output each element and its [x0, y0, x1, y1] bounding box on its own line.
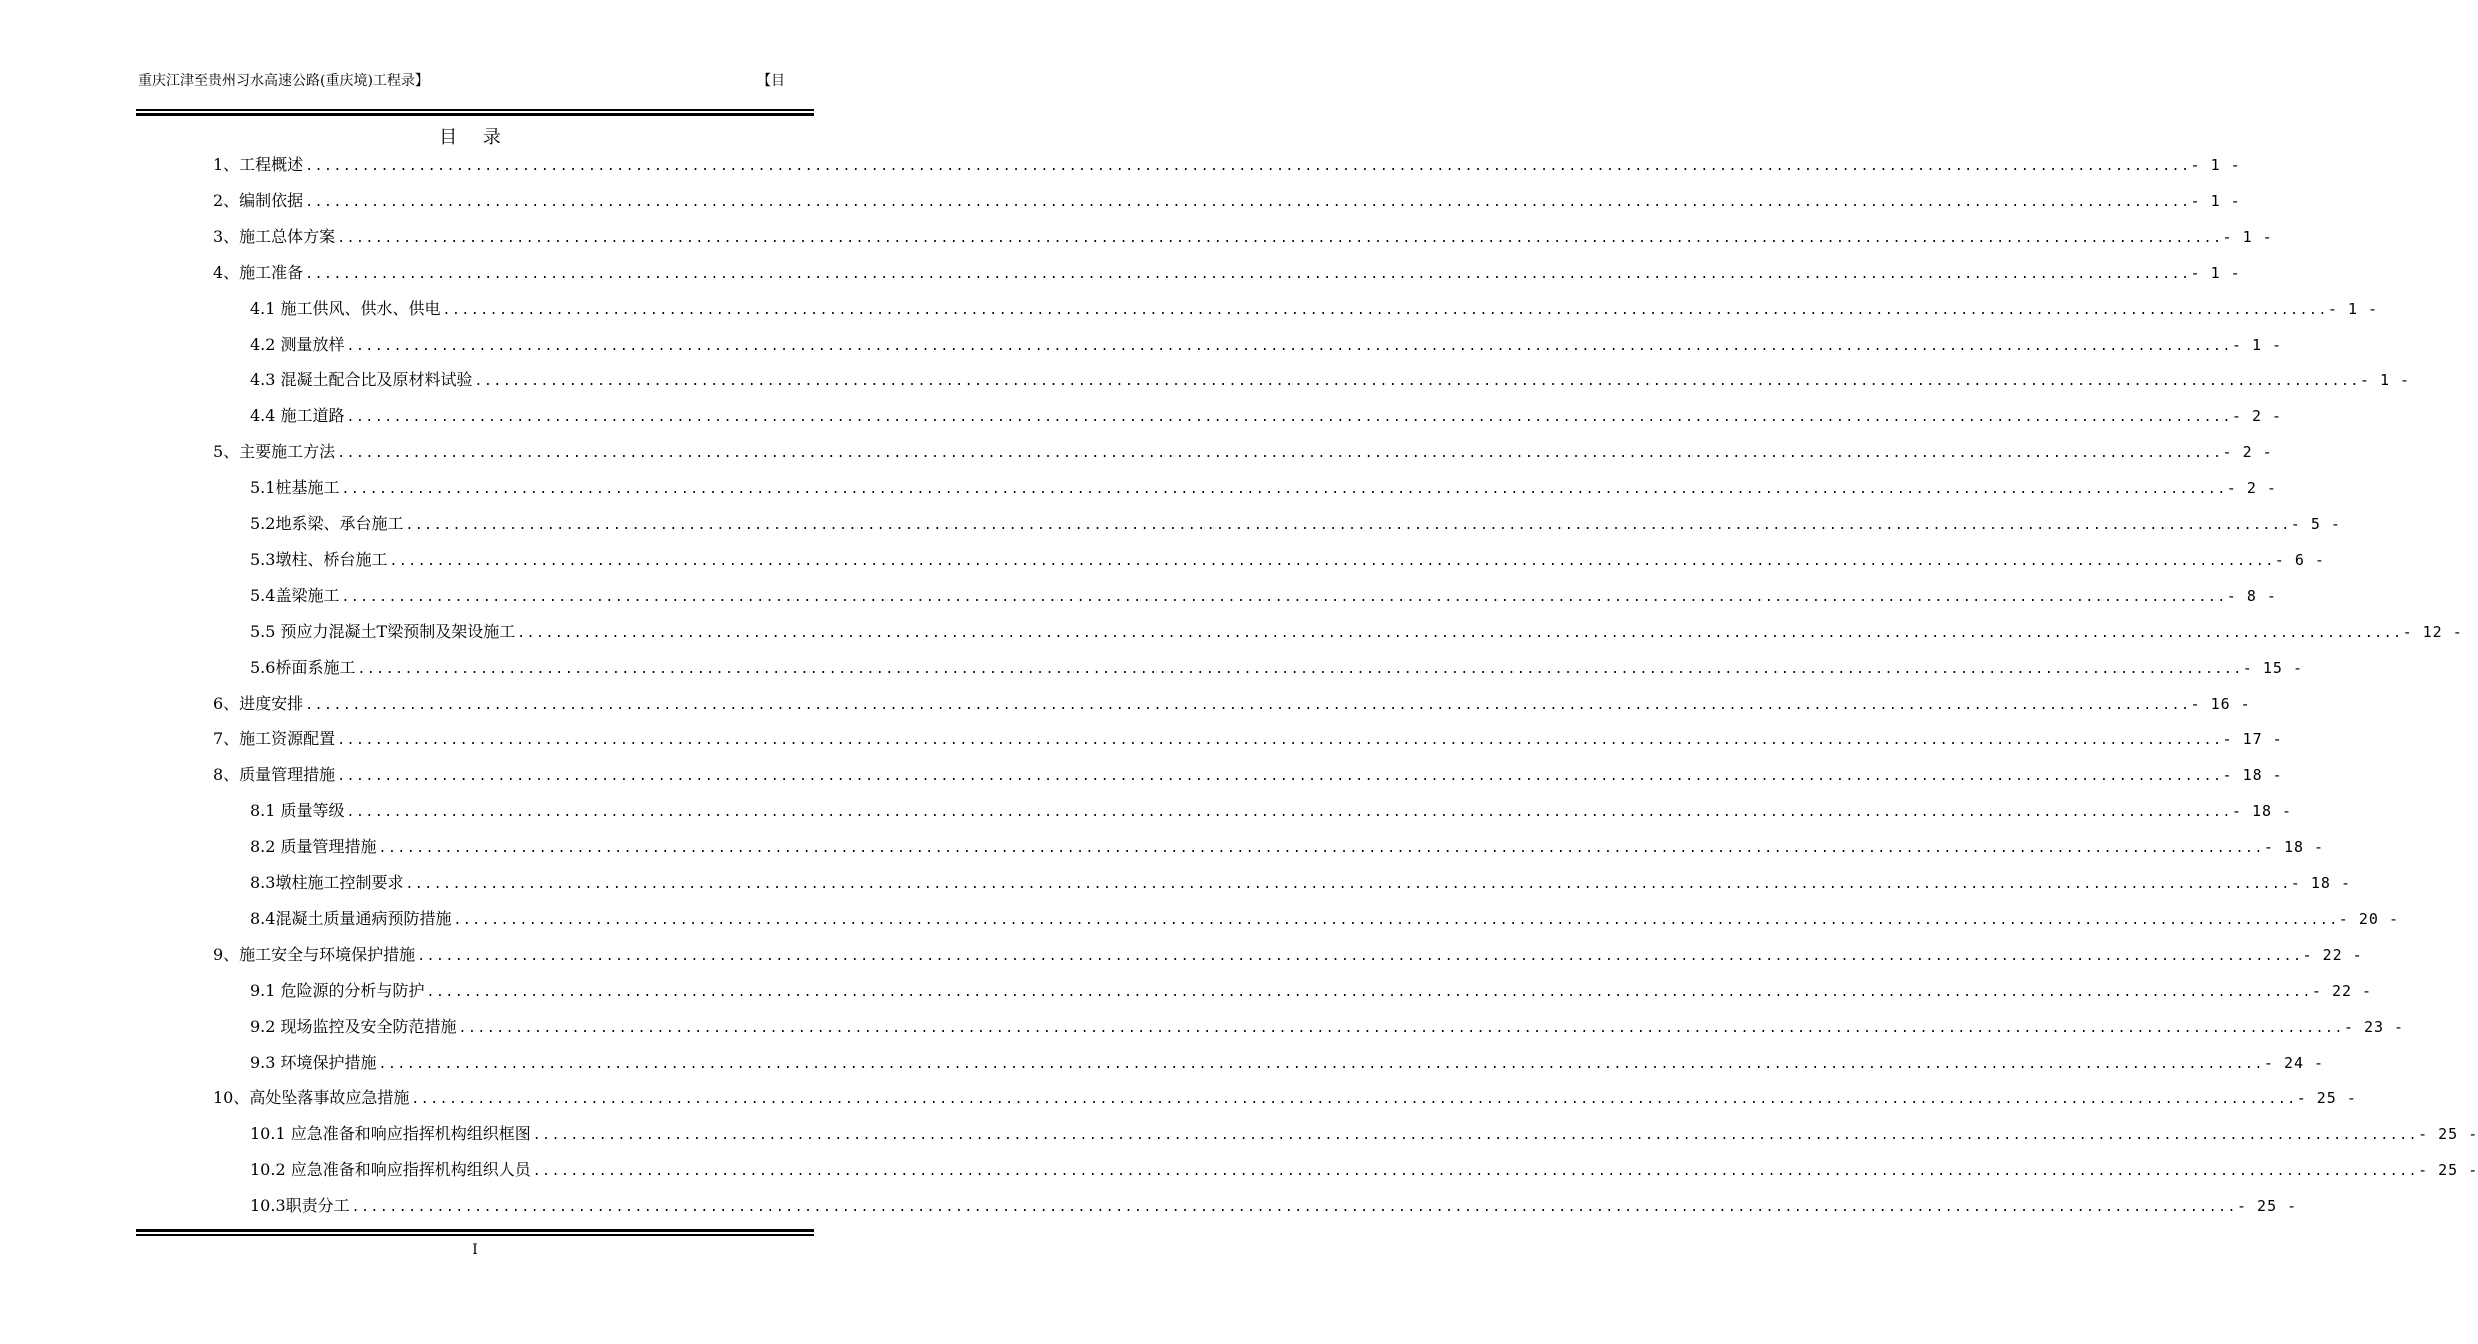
- toc-leader-dots: ........................................................................................................................................................................................................: [337, 733, 2223, 749]
- toc-entry[interactable]: [250, 545, 2325, 575]
- toc-entry[interactable]: [250, 581, 2277, 611]
- toc-entry-page: - 16 -: [2190, 694, 2251, 713]
- toc-entry-page: - 24 -: [2263, 1053, 2325, 1072]
- toc-entry-page: - 15 -: [2242, 658, 2303, 677]
- toc-entry[interactable]: [250, 1119, 2478, 1149]
- toc-leader-dots: ........................................................................................................................................................................................................: [417, 948, 2303, 964]
- toc-entry-label: 4、施工准备: [213, 262, 304, 282]
- toc-leader-dots: ........................................................................................................................................................................................................: [305, 266, 2191, 282]
- toc-leader-dots: ........................................................................................................................................................................................................: [426, 984, 2312, 1000]
- toc-entry[interactable]: [250, 904, 2399, 934]
- toc-entry[interactable]: [250, 976, 2373, 1006]
- toc-entry[interactable]: [250, 1048, 2325, 1078]
- toc-entry-label: 8.2 质量管理措施: [250, 837, 377, 857]
- toc-entry[interactable]: [213, 437, 2273, 467]
- toc-entry-label: 5.3墩柱、桥台施工: [250, 549, 388, 569]
- toc-entry-page: - 25 -: [2418, 1125, 2478, 1144]
- toc-entry-label: 8.1 质量等级: [250, 801, 345, 821]
- page-number: I: [472, 1242, 478, 1258]
- toc-entry-label: 4.2 测量放样: [250, 334, 345, 354]
- toc-leader-dots: ........................................................................................................................................................................................................: [474, 374, 2360, 390]
- toc-entry-page: - 5 -: [2290, 515, 2341, 533]
- toc-leader-dots: ........................................................................................................................................................................................................: [532, 1128, 2419, 1144]
- toc-entry[interactable]: [213, 940, 2363, 970]
- toc-entry[interactable]: [250, 1012, 2405, 1042]
- toc-leader-dots: ........................................................................................................................................................................................................: [351, 1200, 2237, 1216]
- toc-entry[interactable]: [250, 509, 2341, 539]
- toc-leader-dots: ........................................................................................................................................................................................................: [337, 446, 2223, 462]
- toc-entry[interactable]: [250, 653, 2303, 683]
- toc-entry-page: - 22 -: [2302, 945, 2363, 964]
- toc-entry-label: 8.3墩柱施工控制要求: [250, 873, 404, 892]
- toc-entry[interactable]: [250, 832, 2325, 862]
- toc-entry-label: 5.2地系梁、承台施工: [250, 514, 404, 533]
- toc-title: 目 录: [439, 127, 511, 148]
- toc-entry-label: 8.4混凝土质量通病预防措施: [250, 908, 452, 928]
- toc-entry-label: 9.1 危险源的分析与防护: [250, 980, 425, 1000]
- toc-entry-page: - 18 -: [2290, 874, 2351, 892]
- toc-entry-label: 4.1 施工供风、供水、供电: [250, 298, 441, 318]
- header-rule: [136, 109, 814, 116]
- toc-leader-dots: ........................................................................................................................................................................................................: [346, 805, 2232, 821]
- toc-entry-label: 4.3 混凝土配合比及原材料试验: [250, 370, 473, 390]
- toc-entry-page: - 20 -: [2338, 909, 2399, 928]
- toc-entry-label: 3、施工总体方案: [213, 226, 336, 246]
- toc-entry-page: - 1 -: [2190, 191, 2241, 210]
- toc-entry[interactable]: [213, 689, 2251, 719]
- toc-entry-label: 10.3职责分工: [250, 1196, 350, 1216]
- toc-entry-label: 5.4盖梁施工: [250, 585, 340, 605]
- toc-entry-page: - 1 -: [2190, 156, 2241, 174]
- toc-entry-label: 9.2 现场监控及安全防范措施: [250, 1016, 457, 1036]
- toc-entry[interactable]: [213, 222, 2273, 252]
- toc-entry-page: - 18 -: [2263, 838, 2325, 857]
- toc-entry[interactable]: [213, 1083, 2357, 1113]
- toc-entry-label: 5.6桥面系施工: [250, 657, 356, 677]
- toc-entry-page: - 6 -: [2274, 550, 2325, 569]
- toc-leader-dots: ........................................................................................................................................................................................................: [337, 769, 2223, 785]
- toc-entry[interactable]: [250, 1155, 2478, 1185]
- toc-entry-page: - 8 -: [2226, 586, 2277, 605]
- toc-entry[interactable]: [250, 365, 2411, 395]
- toc-entry-label: 10.2 应急准备和响应指挥机构组织人员: [250, 1160, 531, 1180]
- toc-entry-page: - 17 -: [2222, 730, 2283, 749]
- toc-leader-dots: ........................................................................................................................................................................................................: [453, 912, 2339, 928]
- toc-entry-label: 5.5 预应力混凝土T梁预制及架设施工: [250, 621, 516, 641]
- toc-entry-label: 10.1 应急准备和响应指挥机构组织框图: [250, 1124, 531, 1144]
- toc-entry-page: - 1 -: [2231, 335, 2283, 354]
- toc-entry-label: 10、高处坠落事故应急措施: [213, 1088, 410, 1108]
- toc-entry-label: 1、工程概述: [213, 155, 304, 174]
- toc-entry-label: 4.4 施工道路: [250, 406, 345, 426]
- toc-entry[interactable]: [250, 1191, 2298, 1221]
- toc-leader-dots: ........................................................................................................................................................................................................: [458, 1020, 2344, 1036]
- toc-leader-dots: ........................................................................................................................................................................................................: [532, 1164, 2419, 1180]
- toc-entry-label: 5、主要施工方法: [213, 442, 336, 462]
- toc-entry-label: 8、质量管理措施: [213, 765, 336, 785]
- running-header-title: 重庆江津至贵州习水高速公路(重庆境)工程录】: [138, 73, 429, 89]
- toc-leader-dots: ........................................................................................................................................................................................................: [305, 194, 2191, 210]
- toc-entry-page: - 1 -: [2222, 227, 2273, 246]
- toc-leader-dots: ........................................................................................................................................................................................................: [405, 877, 2291, 892]
- toc-entry-page: - 18 -: [2222, 766, 2283, 785]
- toc-entry-page: - 23 -: [2343, 1017, 2405, 1036]
- footer-rule: [136, 1229, 814, 1236]
- toc-entry-page: - 25 -: [2296, 1089, 2357, 1108]
- toc-entry[interactable]: [250, 473, 2277, 503]
- toc-leader-dots: ........................................................................................................................................................................................................: [346, 338, 2232, 354]
- toc-entry[interactable]: [213, 186, 2241, 216]
- toc-entry[interactable]: [213, 258, 2241, 288]
- toc-entry-page: - 2 -: [2231, 407, 2283, 426]
- toc-leader-dots: ........................................................................................................................................................................................................: [337, 230, 2223, 246]
- toc-entry-label: 5.1桩基施工: [250, 478, 340, 498]
- toc-entry-page: - 1 -: [2190, 263, 2241, 282]
- toc-leader-dots: ........................................................................................................................................................................................................: [357, 661, 2243, 677]
- toc-entry-label: 9.3 环境保护措施: [250, 1052, 377, 1072]
- toc-entry-page: - 2 -: [2226, 479, 2277, 498]
- toc-entry-page: - 22 -: [2311, 981, 2373, 1000]
- toc-entry[interactable]: [250, 401, 2283, 431]
- toc-leader-dots: ........................................................................................................................................................................................................: [305, 159, 2191, 174]
- toc-leader-dots: ........................................................................................................................................................................................................: [378, 1056, 2264, 1072]
- toc-leader-dots: ........................................................................................................................................................................................................: [378, 841, 2264, 857]
- toc-entry-page: - 1 -: [2327, 299, 2379, 318]
- toc-leader-dots: ........................................................................................................................................................................................................: [346, 410, 2232, 426]
- toc-leader-dots: ........................................................................................................................................................................................................: [405, 518, 2291, 533]
- toc-leader-dots: ........................................................................................................................................................................................................: [389, 553, 2275, 569]
- toc-entry-page: - 25 -: [2418, 1161, 2478, 1180]
- toc-leader-dots: ........................................................................................................................................................................................................: [341, 482, 2227, 498]
- toc-entry[interactable]: [250, 330, 2283, 360]
- toc-entry-page: - 2 -: [2222, 443, 2273, 462]
- toc-entry[interactable]: [250, 868, 2351, 898]
- toc-entry[interactable]: [250, 294, 2379, 324]
- toc-entry-page: - 25 -: [2236, 1197, 2298, 1216]
- toc-entry-label: 6、进度安排: [213, 693, 304, 713]
- toc-entry-page: - 18 -: [2231, 802, 2293, 821]
- running-header-section: 【目: [757, 73, 785, 89]
- toc-entry-page: - 1 -: [2359, 371, 2411, 390]
- toc-entry[interactable]: [250, 796, 2293, 826]
- toc-leader-dots: ........................................................................................................................................................................................................: [411, 1092, 2297, 1108]
- toc-entry-label: 9、施工安全与环境保护措施: [213, 944, 416, 964]
- toc-leader-dots: ........................................................................................................................................................................................................: [517, 625, 2403, 641]
- toc-entry[interactable]: [213, 724, 2283, 754]
- toc-entry[interactable]: [213, 150, 2241, 180]
- toc-entry[interactable]: [213, 760, 2283, 790]
- toc-entry-page: - 12 -: [2402, 622, 2463, 641]
- toc-leader-dots: ........................................................................................................................................................................................................: [442, 302, 2328, 318]
- toc-entry[interactable]: [250, 617, 2463, 647]
- toc-entry-label: 2、编制依据: [213, 190, 304, 210]
- toc-leader-dots: ........................................................................................................................................................................................................: [341, 589, 2227, 605]
- toc-leader-dots: ........................................................................................................................................................................................................: [305, 697, 2191, 713]
- toc-entry-label: 7、施工资源配置: [213, 729, 336, 749]
